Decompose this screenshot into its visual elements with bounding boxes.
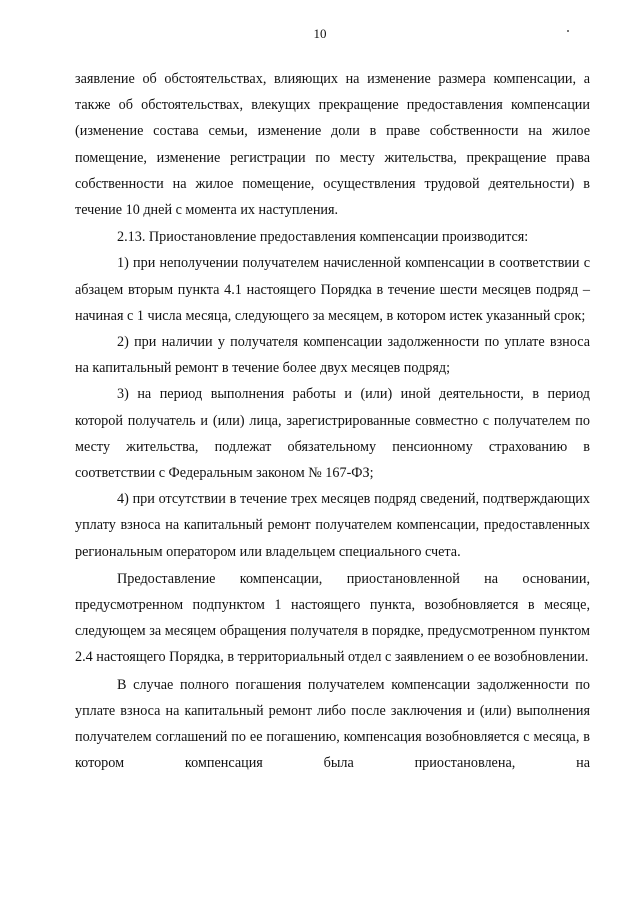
paragraph-item-2: 2) при наличии у получателя компенсации задолженности по уплате взноса на капитальный ремонт в течение более двух месяцев подряд; — [75, 334, 590, 377]
scan-speck — [567, 30, 569, 32]
paragraph-continuation: заявление об обстоятельствах, влияющих на изменение размера компенсации, а также об обстоятельствах, влекущих прекращение предоставления компенсации (изменение состава семьи, изменение доли в праве собственности на жилое помещение, изменение регистрации по месту жительства, прекращение права собственности на жилое помещение, осуществления трудовой деятельности) в течение 10 дней с момента их наступления. — [75, 71, 590, 219]
page-number: 10 — [313, 26, 327, 41]
paragraph-item-1: 1) при неполучении получателем начисленной компенсации в соответствии с абзацем вторым пункта 4.1 настоящего Порядка в течение шести месяцев подряд – начиная с 1 числа месяца, следующего за месяцем, в котором истек указанный срок; — [75, 255, 590, 324]
paragraph-item-4: 4) при отсутствии в течение трех месяцев подряд сведений, подтверждающих уплату взноса на капитальный ремонт получателем компенсации, предоставленных региональным оператором или владельцем специального счета. — [75, 491, 590, 560]
paragraph-2-13: 2.13. Приостановление предоставления компенсации производится: — [117, 229, 529, 246]
paragraph-item-3: 3) на период выполнения работы и (или) иной деятельности, в период которой получатель и (или) лица, зарегистрированные совместно с получателем по месту жительства, подлежат обязательному пенсионному страхованию в соответствии с Федеральным законом № 167-ФЗ; — [75, 386, 590, 482]
paragraph-resumption: Предоставление компенсации, приостановленной на основании, предусмотренном подпунктом 1 настоящего пункта, возобновляется в месяце, следующем за месяцем обращения получателя в порядке, предусмотренном пунктом 2.4 настоящего Порядка, в территориальный отдел с заявлением о ее возобновлении. — [75, 570, 590, 666]
document-body — [75, 66, 590, 776]
paragraph-debt-repayment: В случае полного погашения получателем компенсации задолженности по уплате взноса на капитальный ремонт либо после заключения и (или) выполнения получателем соглашений по ее погашению, компенсация возобновляется с месяца, в котором компенсация была приостановлена, на — [75, 676, 590, 772]
